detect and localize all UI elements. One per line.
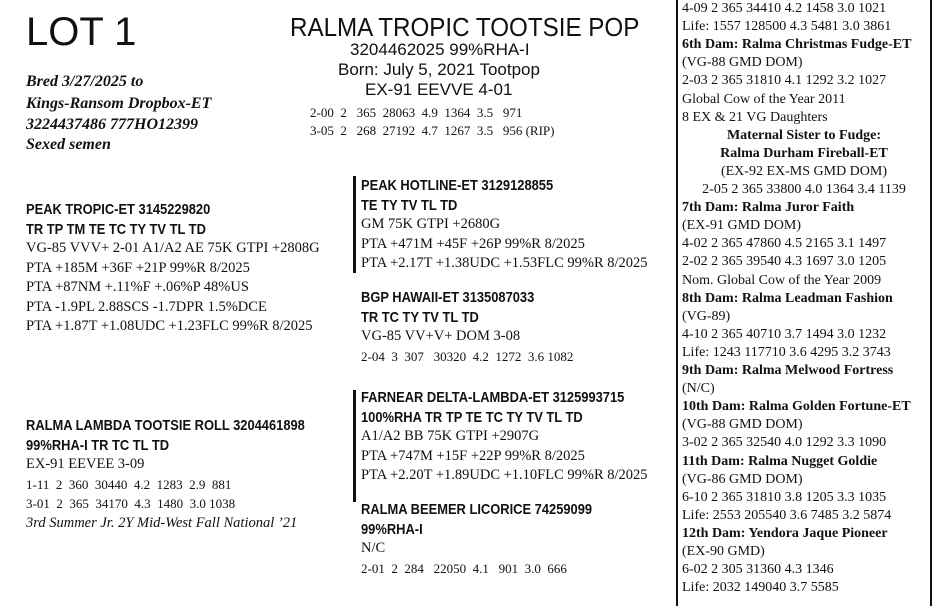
pedigree-line: Life: 1557 128500 4.3 5481 3.0 3861 [682, 19, 892, 35]
pedigree-heading: 6th Dam: Ralma Christmas Fudge-ET [682, 37, 912, 53]
dam-sire-line: PTA +2.20T +1.89UDC +1.10FLC 99%R 8/2025 [361, 467, 648, 483]
sire-line: VG-85 VVV+ 2-01 A1/A2 AE 75K GTPI +2808G [26, 240, 320, 256]
pedigree-line: (N/C) [682, 381, 715, 397]
pedigree-line: (EX-91 GMD DOM) [682, 218, 801, 234]
sire-dam-block [361, 288, 573, 366]
bred-registration: 3224437486 777HO12399 [26, 116, 198, 133]
dam-dam-classification: N/C [361, 540, 386, 556]
dam-bracket [353, 390, 356, 502]
pedigree-line: 4-09 2 365 34410 4.2 1458 3.0 1021 [682, 1, 887, 16]
sire-dam-name: BGP HAWAII-ET 3135087033 [361, 289, 535, 306]
pedigree-line: Global Cow of the Year 2011 [682, 91, 846, 107]
pedigree-line: 2-03 2 365 31810 4.1 1292 3.2 1027 [682, 73, 887, 89]
sire-codes: TR TP TM TE TC TY TV TL TD [26, 220, 206, 238]
dam-award: 3rd Summer Jr. 2Y Mid-West Fall National ’21 [26, 514, 298, 531]
dam-name: RALMA LAMBDA TOOTSIE ROLL 3204461898 [26, 417, 305, 434]
pedigree-heading: 11th Dam: Ralma Nugget Goldie [682, 453, 878, 469]
pedigree-heading: 10th Dam: Ralma Golden Fortune-ET [682, 399, 911, 415]
bred-date: Bred 3/27/2025 to [26, 73, 144, 90]
sire-dam-record: 2-04 3 307 30320 4.2 1272 3.6 1082 [361, 348, 574, 364]
sire-sire-line: PTA +2.17T +1.38UDC +1.53FLC 99%R 8/2025 [361, 255, 648, 271]
pedigree-line: 6-02 2 305 31360 4.3 1346 [682, 562, 834, 578]
dam-classification: EX-91 EEVEE 3-09 [26, 456, 145, 472]
sire-dam-codes: TR TC TY TV TL TD [361, 308, 479, 326]
dam-sire-line: A1/A2 BB 75K GTPI +2907G [361, 428, 540, 444]
pedigree-heading: Ralma Durham Fireball-ET [720, 145, 888, 161]
dam-dam-codes: 99%RHA-I [361, 520, 423, 538]
sire-name: PEAK TROPIC-ET 3145229820 [26, 201, 211, 218]
dam-record: 1-11 2 360 30440 4.2 1283 2.9 881 [26, 476, 232, 492]
pedigree-heading: 8th Dam: Ralma Leadman Fashion [682, 290, 893, 306]
dam-sire-block [361, 388, 667, 486]
animal-birth: Born: July 5, 2021 Tootpop [338, 60, 540, 79]
dam-sire-name: FARNEAR DELTA-LAMBDA-ET 3125993715 [361, 389, 625, 406]
pedigree-line: (VG-89) [682, 308, 731, 324]
sire-sire-line: PTA +471M +45F +26P 99%R 8/2025 [361, 235, 585, 252]
dam-dam-record: 2-01 2 284 22050 4.1 901 3.0 666 [361, 560, 567, 576]
sire-sire-name: PEAK HOTLINE-ET 3129128855 [361, 177, 554, 194]
pedigree-line: 4-10 2 365 40710 3.7 1494 3.0 1232 [682, 326, 887, 342]
sire-block [26, 200, 320, 337]
pedigree-line: (VG-88 GMD DOM) [682, 417, 803, 433]
sire-sire-codes: TE TY TV TL TD [361, 196, 458, 214]
bred-sire: Kings-Ransom Dropbox-ET [26, 95, 212, 112]
pedigree-line: 2-05 2 365 33800 4.0 1364 3.4 1139 [702, 182, 906, 197]
sire-dam-classification: VG-85 VV+V+ DOM 3-08 [361, 328, 521, 344]
animal-classification: EX-91 EEVVE 4-01 [365, 80, 513, 99]
pedigree-heading: 12th Dam: Yendora Jaque Pioneer [682, 525, 888, 541]
pedigree-line: Life: 1243 117710 3.6 4295 3.2 3743 [682, 344, 891, 360]
pedigree-line: 8 EX & 21 VG Daughters [682, 109, 828, 125]
dam-codes: 99%RHA-I TR TC TL TD [26, 436, 170, 454]
pedigree-heading: 9th Dam: Ralma Melwood Fortress [682, 363, 894, 378]
dam-block [26, 416, 350, 533]
animal-registration: 3204462025 99%RHA-I [350, 40, 530, 59]
sire-line: PTA +1.87T +1.08UDC +1.23FLC 99%R 8/2025 [26, 318, 313, 334]
dam-dam-name: RALMA BEEMER LICORICE 74259099 [361, 501, 593, 518]
pedigree-line: 3-02 2 365 32540 4.0 1292 3.3 1090 [682, 435, 887, 451]
lot-number: LOT 1 [26, 10, 137, 54]
pedigree-heading: Maternal Sister to Fudge: [726, 127, 882, 143]
sire-sire-block [361, 176, 648, 274]
pedigree-line: Nom. Global Cow of the Year 2009 [682, 272, 882, 288]
dam-sire-codes: 100%RHA TR TP TE TC TY TV TL TD [361, 408, 583, 426]
sire-line: PTA -1.9PL 2.88SCS -1.7DPR 1.5%DCE [26, 298, 267, 315]
pedigree-line: 4-02 2 365 47860 4.5 2165 3.1 1497 [682, 236, 887, 252]
sire-line: PTA +87NM +.11%F +.06%P 48%US [26, 279, 249, 295]
pedigree-line: 6-10 2 365 31810 3.8 1205 3.3 1035 [682, 489, 887, 505]
dam-record: 3-01 2 365 34170 4.3 1480 3.0 1038 [26, 496, 236, 511]
sire-bracket [353, 176, 356, 273]
animal-name: RALMA TROPIC TOOTSIE POP [290, 12, 640, 42]
sire-sire-line: GM 75K GTPI +2680G [361, 216, 501, 232]
pedigree-line: Life: 2032 149040 3.7 5585 [682, 580, 839, 596]
pedigree-heading: 7th Dam: Ralma Juror Faith [682, 200, 855, 216]
bred-semen: Sexed semen [26, 136, 111, 153]
pedigree-line: (EX-92 EX-MS GMD DOM) [720, 163, 888, 179]
dam-dam-block [361, 500, 630, 578]
pedigree-line: Life: 2553 205540 3.6 7485 3.2 5874 [682, 507, 892, 523]
animal-record-1: 2-00 2 365 28063 4.9 1364 3.5 971 [310, 105, 523, 120]
sire-line: PTA +185M +36F +21P 99%R 8/2025 [26, 259, 250, 276]
pedigree-line: 2-02 2 365 39540 4.3 1697 3.0 1205 [682, 254, 887, 270]
pedigree-line: (EX-90 GMD) [682, 544, 765, 559]
pedigree-line: (VG-88 GMD DOM) [682, 55, 803, 71]
pedigree-line: (VG-86 GMD DOM) [682, 471, 803, 487]
dam-sire-line: PTA +747M +15F +22P 99%R 8/2025 [361, 447, 585, 464]
animal-record-2: 3-05 2 268 27192 4.7 1267 3.5 956 (RIP) [310, 123, 555, 138]
